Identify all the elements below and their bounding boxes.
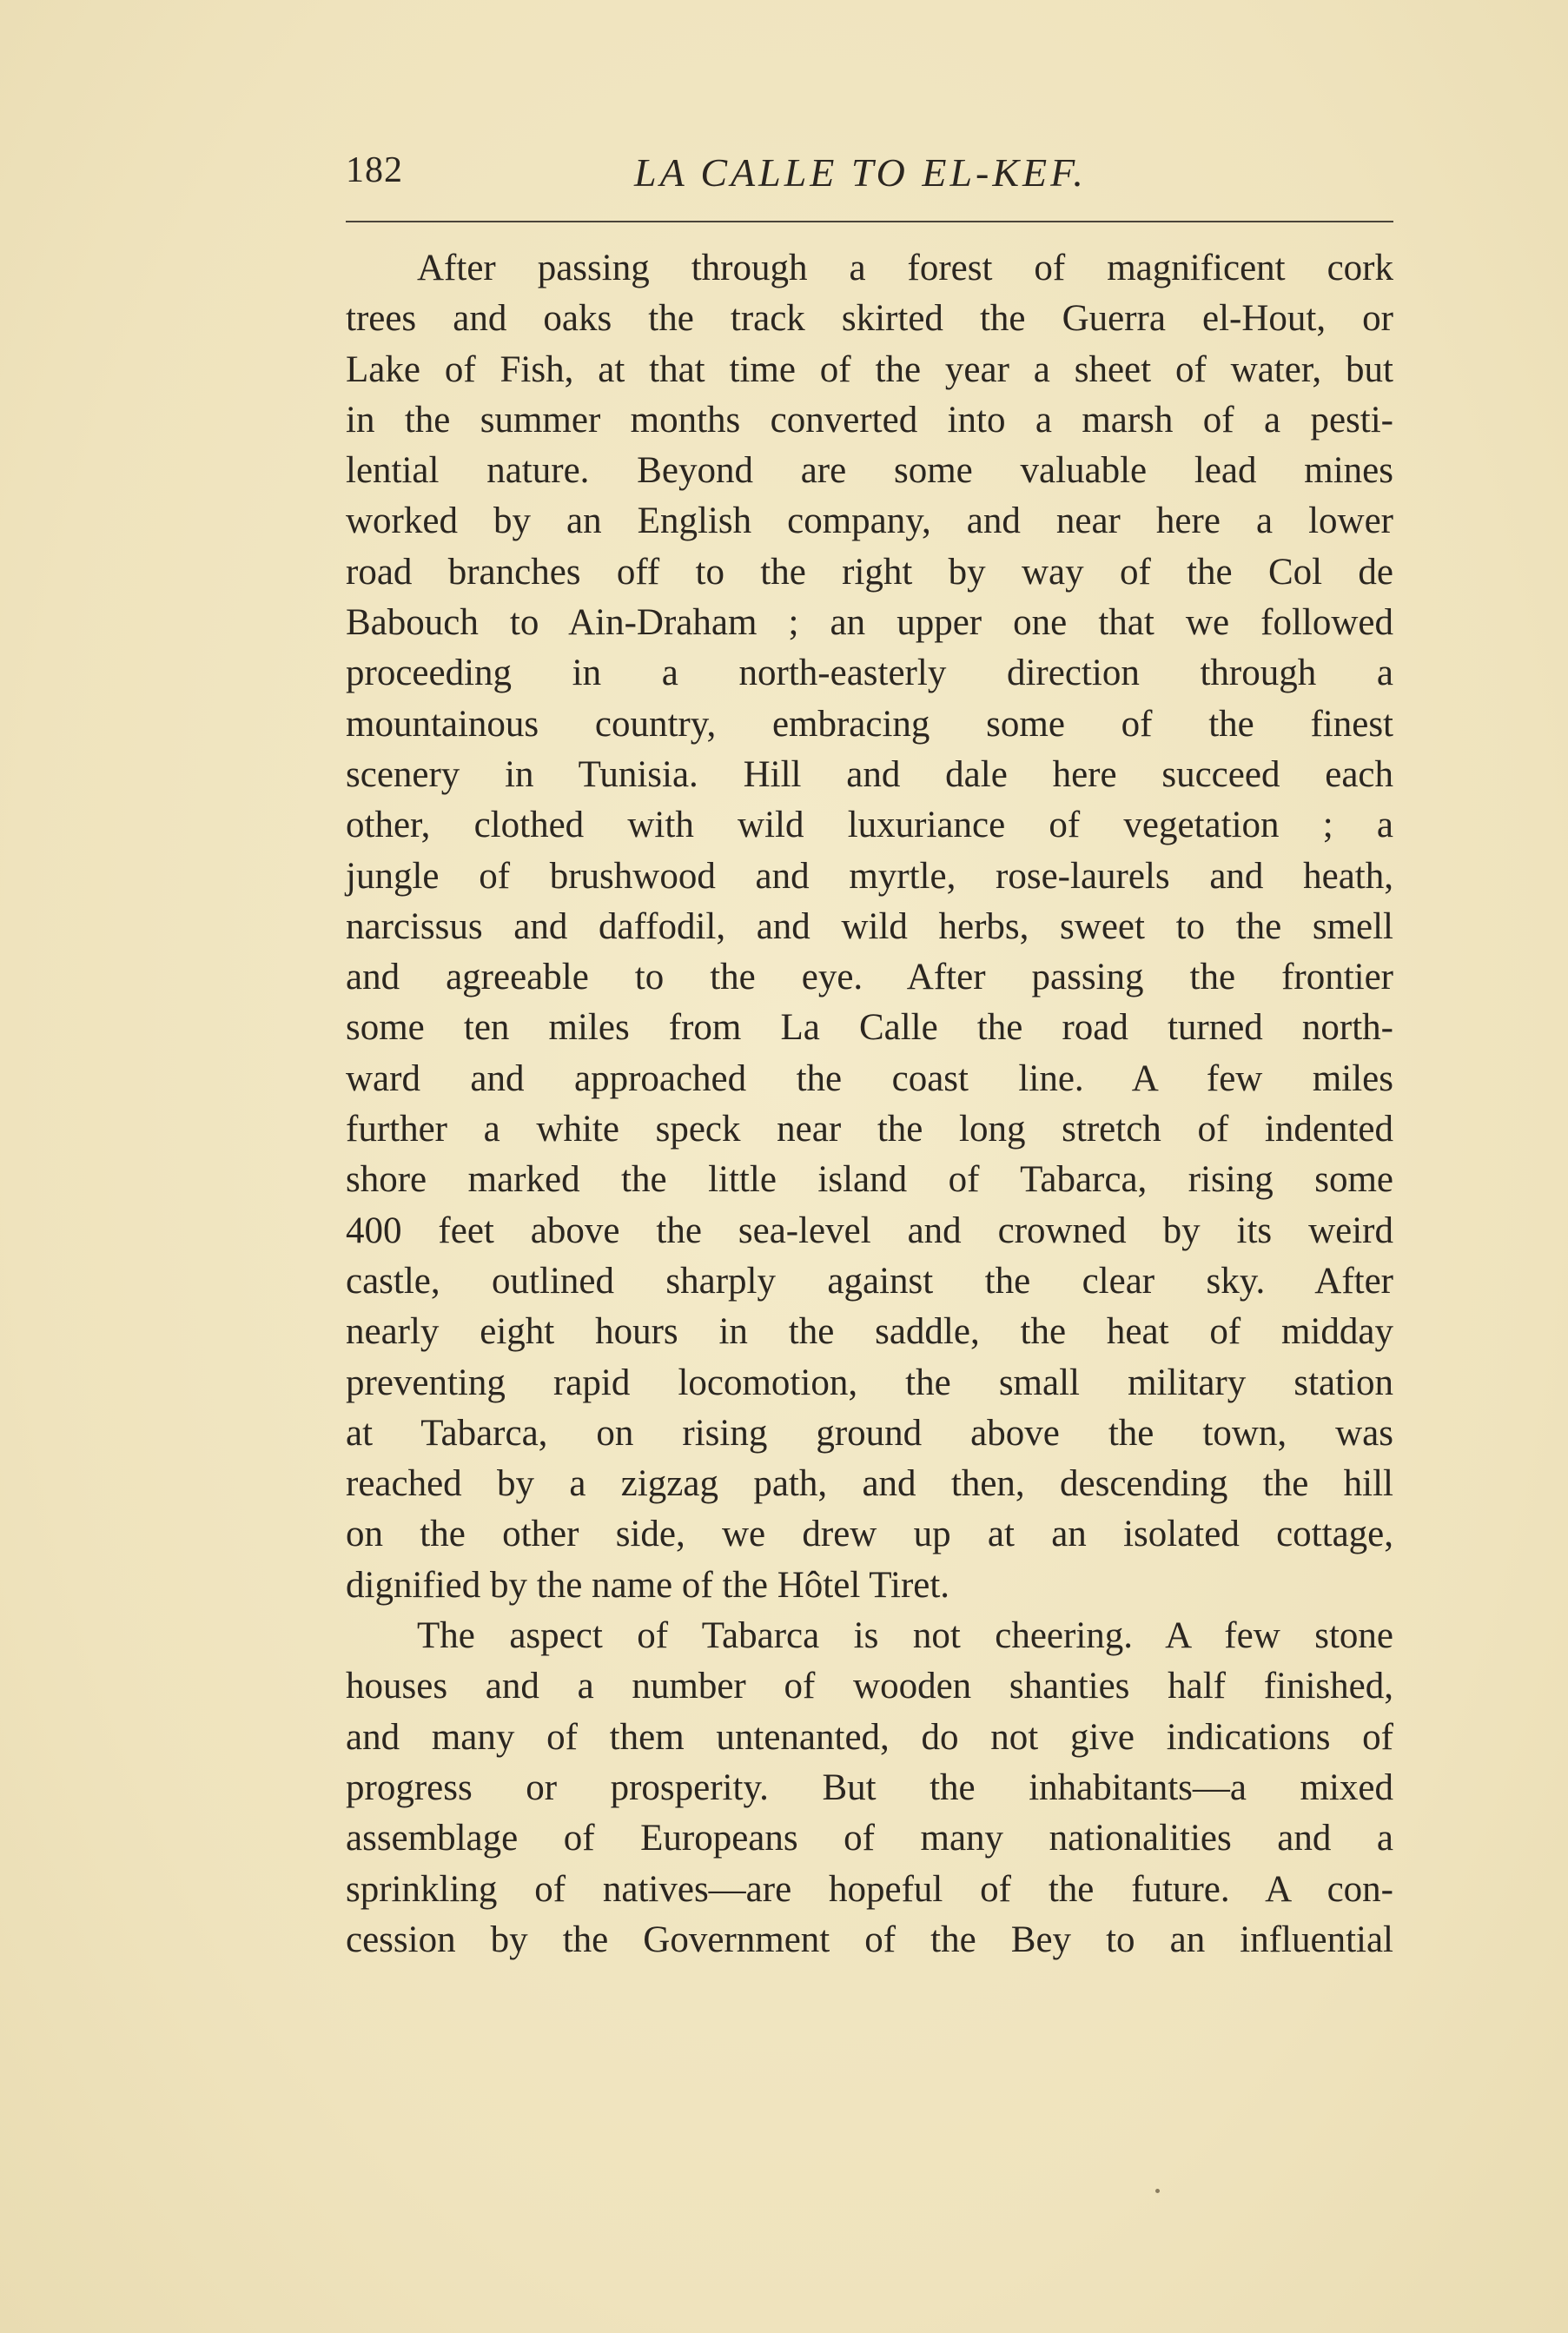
text-line: dignified by the name of the Hôtel Tiret. [346, 1564, 950, 1606]
text-line: castle, outlined sharply against the clear sky. After [346, 1260, 1393, 1302]
text-line: shore marked the little island of Tabarca, rising some [346, 1159, 1393, 1201]
text-line: jungle of brushwood and myrtle, rose-laurels and heath, [346, 855, 1393, 897]
text-line: 400 feet above the sea-level and crowned by its weird [346, 1210, 1393, 1251]
running-title: LA CALLE TO EL-KEF. [634, 150, 1087, 195]
text-line: on the other side, we drew up at an isolated cottage, [346, 1514, 1393, 1555]
text-line: in the summer months converted into a marsh of a pesti- [346, 399, 1393, 441]
text-line: some ten miles from La Calle the road turned north- [346, 1007, 1393, 1049]
text-line: reached by a zigzag path, and then, descending the hill [346, 1463, 1393, 1505]
text-line: proceeding in a north-easterly direction through a [346, 653, 1393, 694]
paragraph [346, 1611, 1393, 1965]
text-line: houses and a number of wooden shanties half finished, [346, 1666, 1393, 1707]
text-line: narcissus and daffodil, and wild herbs, sweet to the smell [346, 905, 1393, 947]
text-line: Lake of Fish, at that time of the year a sheet of water, but [346, 348, 1393, 390]
text-line: worked by an English company, and near here a lower [346, 500, 1393, 542]
header-rule [346, 221, 1393, 222]
text-line: preventing rapid locomotion, the small military station [346, 1362, 1393, 1403]
text-line: Babouch to Ain-Draham ; an upper one that we followed [346, 602, 1393, 644]
text-line: road branches off to the right by way of the Col de [346, 551, 1393, 593]
text-line: scenery in Tunisia. Hill and dale here succeed each [346, 753, 1393, 795]
text-line: lential nature. Beyond are some valuable lead mines [346, 450, 1393, 492]
text-line: mountainous country, embracing some of the finest [346, 703, 1393, 745]
text-line: and many of them untenanted, do not give indications of [346, 1716, 1393, 1758]
page-number: 182 [346, 150, 403, 190]
text-line: sprinkling of natives—are hopeful of the future. A con- [346, 1868, 1393, 1910]
text-line: trees and oaks the track skirted the Guerra el-Hout, or [346, 298, 1393, 340]
text-line: other, clothed with wild luxuriance of vegetation ; a [346, 805, 1393, 846]
paper-speck [1155, 2189, 1160, 2193]
running-head [346, 149, 1393, 202]
text-line: The aspect of Tabarca is not cheering. A few stone [417, 1615, 1393, 1657]
text-line: progress or prosperity. But the inhabitants—a mixed [346, 1766, 1393, 1808]
text-line: and agreeable to the eye. After passing the frontier [346, 957, 1393, 998]
text-line: at Tabarca, on rising ground above the town, was [346, 1412, 1393, 1454]
body-text [346, 243, 1393, 1965]
text-line: ward and approached the coast line. A few miles [346, 1057, 1393, 1099]
paragraph [346, 243, 1393, 1611]
text-line: cession by the Government of the Bey to an influential [346, 1919, 1393, 1960]
text-line: nearly eight hours in the saddle, the heat of midday [346, 1311, 1393, 1353]
text-line: After passing through a forest of magnificent cork [417, 248, 1393, 288]
text-line: further a white speck near the long stretch of indented [346, 1109, 1393, 1150]
text-line: assemblage of Europeans of many nationalities and a [346, 1818, 1393, 1859]
